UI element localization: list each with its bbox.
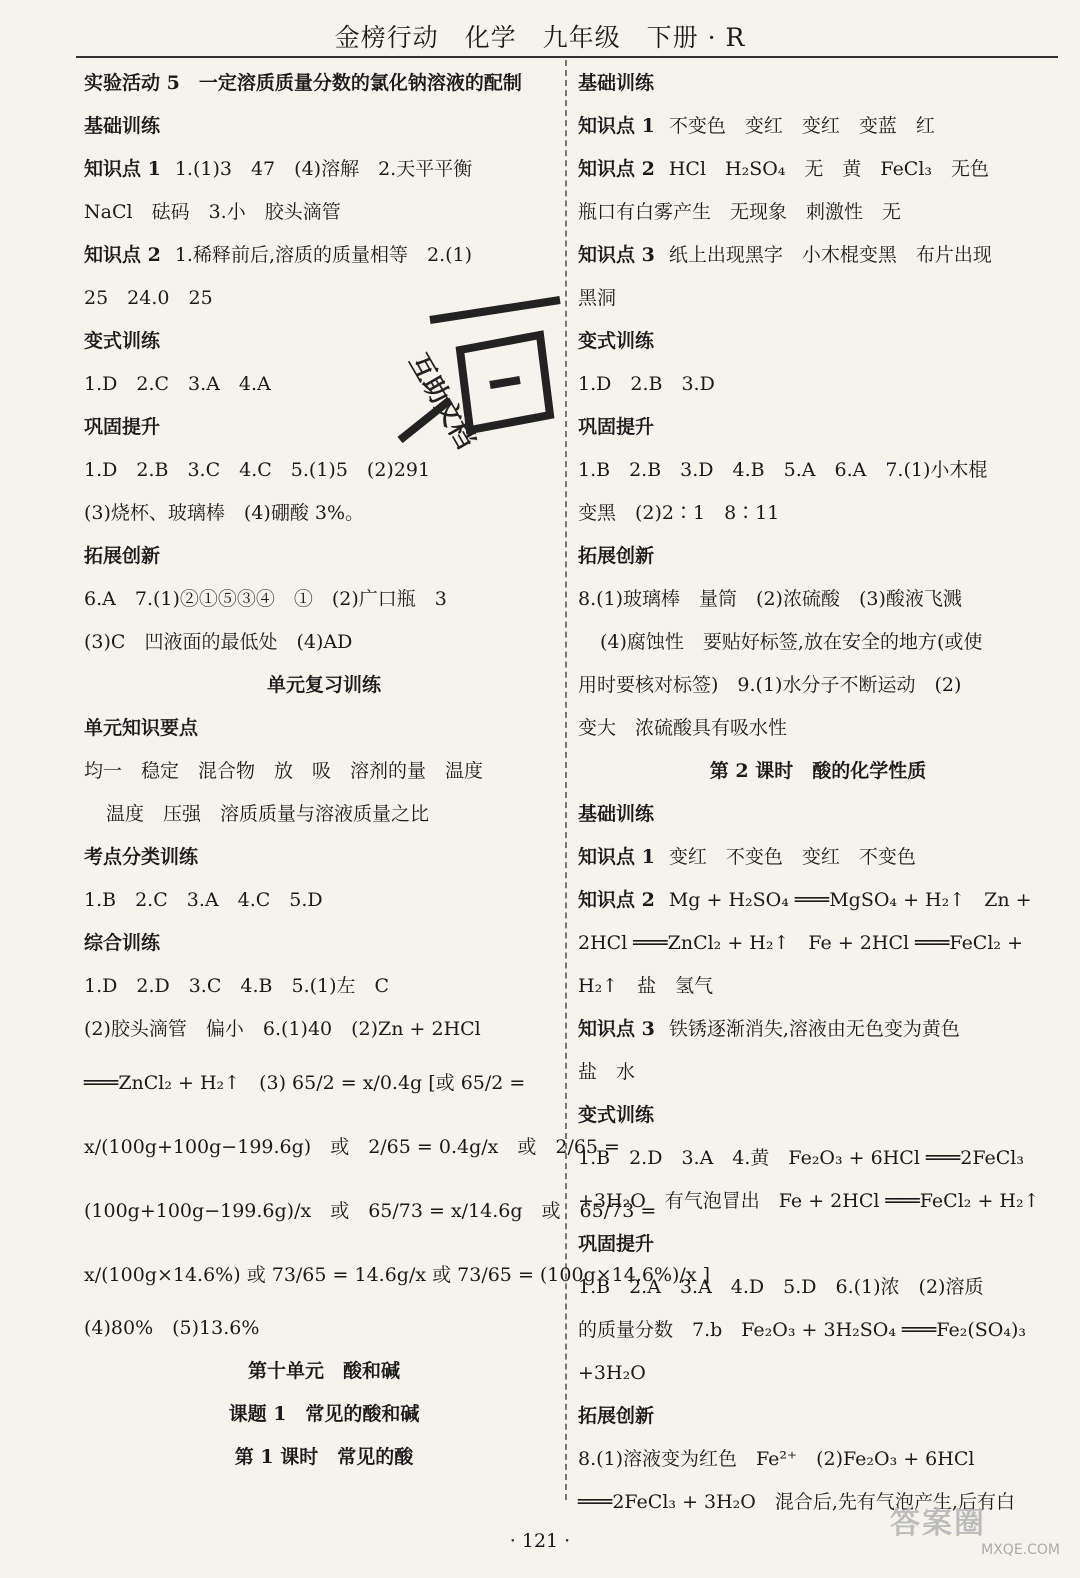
- answer-text: 1.(1)3 47 (4)溶解 2.天平平衡: [174, 158, 473, 180]
- answer-line: [578, 1094, 1058, 1137]
- watermark-title: 答案圈: [890, 1506, 986, 1541]
- answer-text: 1.D 2.D 3.C 4.B 5.(1)左 C: [84, 975, 390, 997]
- answer-line: [84, 965, 564, 1008]
- answer-text: 的质量分数 7.b Fe₂O₃ + 3H₂SO₄ ═══Fe₂(SO₄)₃: [578, 1319, 1026, 1341]
- answer-text: 拓展创新: [578, 545, 655, 567]
- answer-text: 1.D 2.C 3.A 4.A: [84, 373, 271, 395]
- answer-line: [84, 1051, 564, 1115]
- answer-line: [578, 234, 1058, 277]
- answer-text: (4)腐蚀性 要贴好标签,放在安全的地方(或使: [600, 631, 983, 653]
- answer-text: 8.(1)玻璃棒 量筒 (2)浓硫酸 (3)酸液飞溅: [578, 588, 962, 610]
- answer-text: x/(100g+100g−199.6g) 或 2/65 = 0.4g/x 或 2/65 =: [84, 1136, 620, 1158]
- answer-text: 铁锈逐渐消失,溶液由无色变为黄色: [668, 1018, 960, 1040]
- knowledge-point-label: 知识点 3: [578, 244, 655, 266]
- answer-line: [84, 879, 564, 922]
- answer-text: 1.B 2.D 3.A 4.黄 Fe₂O₃ + 6HCl ═══2FeCl₃: [578, 1147, 1024, 1169]
- answer-text: 变式训练: [578, 330, 655, 352]
- answer-text: NaCl 砝码 3.小 胶头滴管: [84, 201, 341, 223]
- answer-text: (3)烧杯、玻璃棒 (4)硼酸 3%。: [84, 502, 365, 524]
- answer-line: [84, 1115, 620, 1179]
- answer-text: (4)80% (5)13.6%: [84, 1317, 260, 1339]
- answer-text: 考点分类训练: [84, 846, 199, 868]
- page-header: 金榜行动 化学 九年级 下册 · R: [334, 23, 746, 52]
- answer-line: [578, 664, 1058, 707]
- answer-line: [578, 277, 1058, 320]
- answer-text: 基础训练: [84, 115, 161, 137]
- answer-line: [578, 1051, 1058, 1094]
- watermark: [890, 1498, 1060, 1568]
- knowledge-point-label: 知识点 2: [84, 244, 161, 266]
- answer-text: +3H₂O: [578, 1362, 646, 1384]
- answer-text: 第 1 课时 常见的酸: [234, 1446, 414, 1468]
- knowledge-point-label: 知识点 2: [578, 889, 655, 911]
- answer-line: [578, 1395, 1058, 1438]
- answer-text: 1.D 2.B 3.D: [578, 373, 715, 395]
- answer-text: 1.D 2.B 3.C 4.C 5.(1)5 (2)291: [84, 459, 431, 481]
- answer-text: 1.B 2.A 3.A 4.D 5.D 6.(1)浓 (2)溶质: [578, 1276, 984, 1298]
- answer-line: [84, 492, 564, 535]
- answer-line: [578, 449, 1058, 492]
- header-rule: [76, 56, 1058, 58]
- answer-text: 基础训练: [578, 803, 655, 825]
- answer-line: [84, 1350, 564, 1393]
- knowledge-point-label: 知识点 1: [578, 115, 655, 137]
- answer-text: 第 2 课时 酸的化学性质: [709, 760, 927, 782]
- answer-text: Mg + H₂SO₄ ═══MgSO₄ + H₂↑ Zn +: [668, 889, 1032, 911]
- right-column: [578, 62, 1058, 1524]
- answer-text: 单元复习训练: [266, 674, 381, 696]
- answer-line: [84, 1307, 564, 1350]
- answer-line: [578, 621, 1058, 664]
- answer-text: 25 24.0 25: [84, 287, 213, 309]
- answer-text: 黑洞: [578, 287, 617, 309]
- page-number: · 121 ·: [509, 1530, 571, 1552]
- answer-text: 盐 水: [578, 1061, 636, 1083]
- answer-line: [578, 879, 1058, 922]
- answer-text: 2HCl ═══ZnCl₂ + H₂↑ Fe + 2HCl ═══FeCl₂ +: [578, 932, 1023, 954]
- answer-text: 变黑 (2)2∶1 8∶11: [578, 502, 780, 524]
- answer-text: (100g+100g−199.6g)/x 或 65/73 = x/14.6g 或 65/73 =: [84, 1200, 657, 1222]
- answer-text: 第十单元 酸和碱: [247, 1360, 400, 1382]
- answer-line: [84, 1436, 564, 1479]
- answer-text: 课题 1 常见的酸和碱: [228, 1403, 420, 1425]
- answer-text: 变红 不变色 变红 不变色: [668, 846, 916, 868]
- answer-line: [578, 1309, 1058, 1352]
- answer-line: [578, 965, 1058, 1008]
- answer-line: [578, 1137, 1058, 1180]
- stamp-logo: [360, 290, 580, 490]
- answer-line: [84, 578, 564, 621]
- answer-line: [578, 62, 1058, 105]
- answer-line: [84, 62, 564, 105]
- answer-text: HCl H₂SO₄ 无 黄 FeCl₃ 无色: [668, 158, 990, 180]
- answer-line: [84, 793, 564, 836]
- answer-line: [578, 1180, 1058, 1223]
- answer-text: 巩固提升: [578, 416, 655, 438]
- answer-text: x/(100g×14.6%) 或 73/65 = 14.6g/x 或 73/65 = (100g×14.6%)/x ]: [84, 1264, 710, 1286]
- answer-text: 基础训练: [578, 72, 655, 94]
- answer-text: 6.A 7.(1)②①⑤③④ ① (2)广口瓶 3: [84, 588, 447, 610]
- answer-text: 不变色 变红 变红 变蓝 红: [668, 115, 935, 137]
- answer-line: [578, 750, 1058, 793]
- answer-line: [84, 621, 564, 664]
- answer-line: [578, 320, 1058, 363]
- answer-text: ═══ZnCl₂ + H₂↑ (3) 65/2 = x/0.4g [或 65/2 =: [84, 1072, 526, 1094]
- answer-text: 8.(1)溶液变为红色 Fe²⁺ (2)Fe₂O₃ + 6HCl: [578, 1448, 975, 1470]
- answer-text: ═══2FeCl₃ + 3H₂O 混合后,先有气泡产生,后有白: [578, 1491, 1015, 1513]
- answer-line: [84, 922, 564, 965]
- answer-line: [578, 578, 1058, 621]
- answer-line: [578, 922, 1058, 965]
- answer-line: [84, 234, 564, 277]
- answer-text: 单元知识要点: [84, 717, 199, 739]
- knowledge-point-label: 知识点 1: [578, 846, 655, 868]
- knowledge-point-label: 知识点 3: [578, 1018, 655, 1040]
- answer-text: 变式训练: [578, 1104, 655, 1126]
- answer-line: [578, 707, 1058, 750]
- knowledge-point-label: 知识点 2: [578, 158, 655, 180]
- answer-line: [84, 1393, 564, 1436]
- answer-text: 变式训练: [84, 330, 161, 352]
- answer-text: 用时要核对标签) 9.(1)水分子不断运动 (2): [578, 674, 962, 696]
- answer-text: 拓展创新: [84, 545, 161, 567]
- answer-text: 综合训练: [84, 932, 161, 954]
- answer-line: [84, 836, 564, 879]
- answer-line: [578, 1352, 1058, 1395]
- answer-line: [84, 1008, 564, 1051]
- answer-line: [578, 793, 1058, 836]
- answer-text: 1.稀释前后,溶质的质量相等 2.(1): [174, 244, 473, 266]
- answer-line: [578, 363, 1058, 406]
- answer-line: [84, 191, 564, 234]
- answer-text: 1.B 2.B 3.D 4.B 5.A 6.A 7.(1)小木棍: [578, 459, 988, 481]
- answer-text: 巩固提升: [84, 416, 161, 438]
- answer-text: 纸上出现黑字 小木棍变黑 布片出现: [668, 244, 992, 266]
- answer-text: H₂↑ 盐 氢气: [578, 975, 714, 997]
- answer-text: 实验活动 5 一定溶质质量分数的氯化钠溶液的配制: [84, 72, 522, 94]
- answer-line: [578, 535, 1058, 578]
- answer-line: [578, 836, 1058, 879]
- answer-text: 均一 稳定 混合物 放 吸 溶剂的量 温度: [84, 760, 484, 782]
- watermark-url: MXQE.COM: [981, 1542, 1060, 1558]
- answer-text: (3)C 凹液面的最低处 (4)AD: [84, 631, 353, 653]
- answer-line: [84, 148, 564, 191]
- answer-line: [84, 664, 564, 707]
- stamp-text: 互助文档: [402, 348, 481, 454]
- answer-text: +3H₂O 有气泡冒出 Fe + 2HCl ═══FeCl₂ + H₂↑: [578, 1190, 1040, 1212]
- knowledge-point-label: 知识点 1: [84, 158, 161, 180]
- answer-line: [578, 1266, 1058, 1309]
- answer-text: (2)胶头滴管 偏小 6.(1)40 (2)Zn + 2HCl: [84, 1018, 481, 1040]
- answer-text: 温度 压强 溶质质量与溶液质量之比: [106, 803, 430, 825]
- answer-line: [578, 191, 1058, 234]
- answer-line: [84, 1179, 657, 1243]
- answer-line: [578, 406, 1058, 449]
- answer-text: 变大 浓硫酸具有吸水性: [578, 717, 788, 739]
- answer-line: [578, 1223, 1058, 1266]
- answer-text: 拓展创新: [578, 1405, 655, 1427]
- answer-text: 1.B 2.C 3.A 4.C 5.D: [84, 889, 323, 911]
- answer-line: [84, 105, 564, 148]
- answer-line: [578, 1438, 1058, 1481]
- answer-line: [84, 707, 564, 750]
- answer-line: [578, 492, 1058, 535]
- answer-line: [84, 750, 564, 793]
- answer-line: [578, 1008, 1058, 1051]
- answer-line: [578, 148, 1058, 191]
- answer-text: 巩固提升: [578, 1233, 655, 1255]
- answer-text: 瓶口有白雾产生 无现象 刺激性 无: [578, 201, 902, 223]
- answer-line: [84, 535, 564, 578]
- answer-line: [578, 105, 1058, 148]
